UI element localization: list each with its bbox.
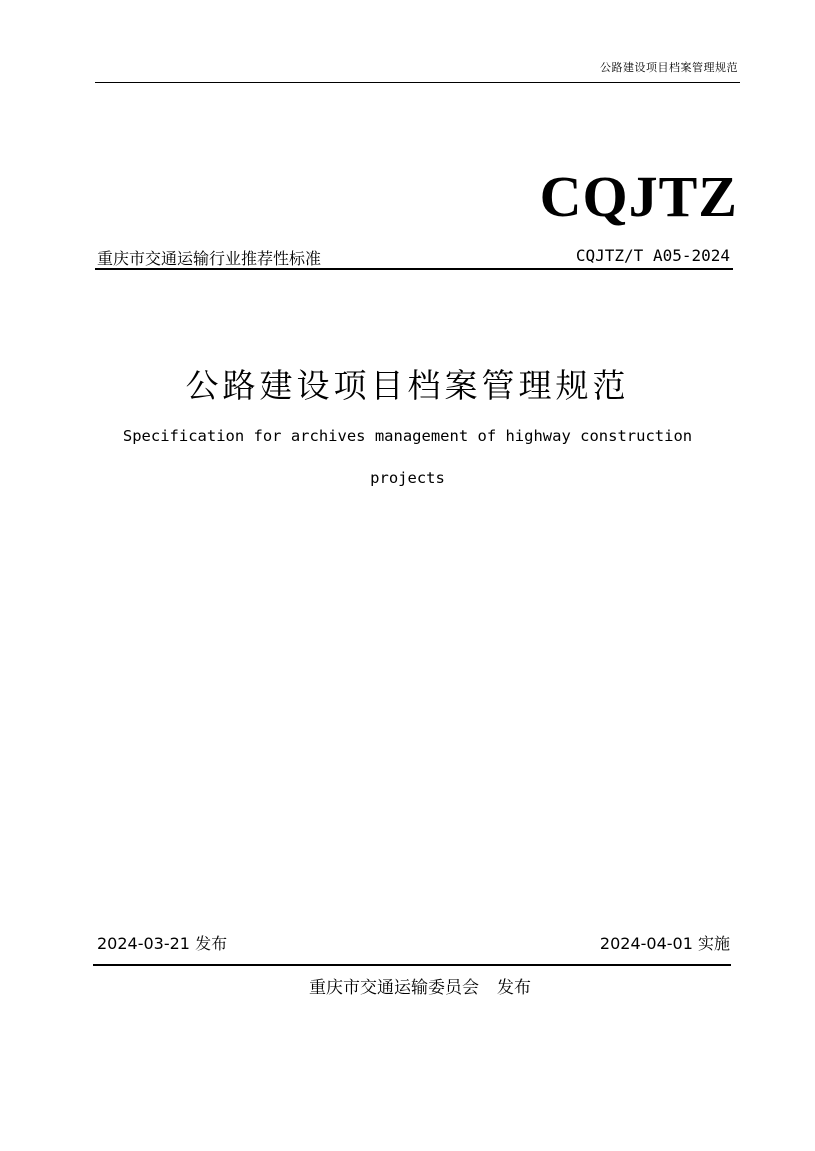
document-title-en-line1: Specification for archives management of highway construction: [122, 427, 693, 445]
standard-logo-mark: CQJTZ: [539, 164, 738, 229]
header-rule: [95, 82, 740, 83]
document-title-zh: 公路建设项目档案管理规范: [185, 366, 630, 405]
issue-date: 2024-03-21 发布: [97, 934, 228, 953]
bottom-divider: [93, 964, 731, 966]
running-header: 公路建设项目档案管理规范: [600, 61, 738, 74]
document-title-en-line2: projects: [370, 469, 445, 487]
standard-number: CQJTZ/T A05-2024: [575, 246, 730, 265]
publisher-line: [0, 973, 815, 998]
publisher-name: 重庆市交通运输委员会: [309, 978, 479, 998]
implementation-date: 2024-04-01 实施: [599, 934, 730, 953]
standard-category: 重庆市交通运输行业推荐性标准: [97, 249, 322, 268]
publisher-action: 发布: [497, 978, 531, 998]
top-divider: [95, 268, 733, 270]
